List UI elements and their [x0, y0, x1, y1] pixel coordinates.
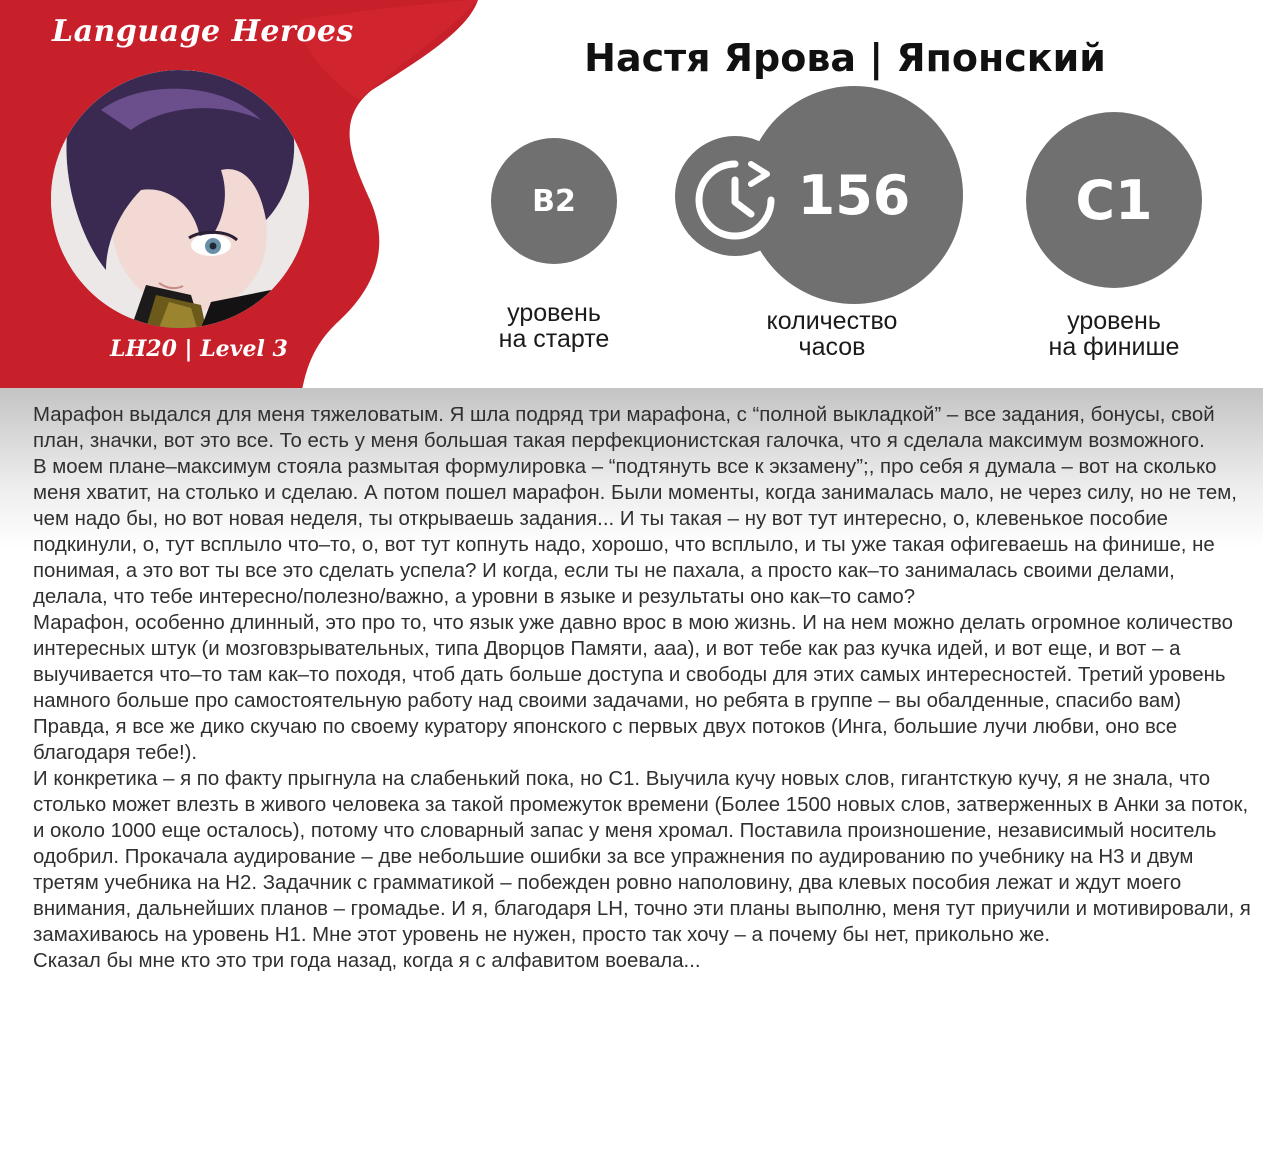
- story-paragraph: Сказал бы мне кто это три года назад, когда я с алфавитом воевала...: [33, 950, 701, 972]
- story-paragraph: И конкретика – я по факту прыгнула на слабенький пока, но С1. Выучила кучу новых слов, гигантсткую кучу, я не знала, что столько может влезть в живого человека за такой промежуток времени (Более 1500 новых слов, затверженных в Анки за поток, и около 1000 еще осталось), потому что словарный запас у меня хромал. Поставила произношение, независимый носитель одобрил. Прокачала аудирование – две небольшие ошибки за все упражнения по аудированию по учебнику на Н3 и двум третям учебника на Н2. Задачник с грамматикой – побежден ровно наполовину, два клевых пособия лежат и ждут моего внимания, дальнейших планов – громадье. И я, благодаря LH, точно эти планы выполню, меня тут приучили и мотивировали, я замахиваюсь на уровень Н1. Мне этот уровень не нужен, просто так хочу – а почему бы нет, прикольно же.: [33, 768, 1251, 946]
- hours-label: [736, 308, 928, 360]
- start-level-label: [464, 300, 644, 352]
- finish-label-line-2: на финише: [1048, 333, 1180, 361]
- finish-label-line-1: уровень: [1067, 307, 1161, 335]
- hours-count-badge: [745, 86, 963, 304]
- story-paragraph: В моем плане–максимум стояла размытая формулировка – “подтянуть все к экзамену”;, про себя я думала – вот на сколько меня хватит, на столько и сделаю. А потом пошел марафон. Были моменты, когда занималась мало, не через силу, но не тем, чем надо бы, но вот новая неделя, ты открываешь задания... И ты такая – ну вот тут интересно, о, клевенькое пособие подкинули, о, тут всплыло что–то, о, вот тут копнуть надо, хорошо, что всплыло, и ты уже такая офигеваешь на финише, не понимая, а это вот ты все это сделать успела? И когда, если ты не пахала, а просто как–то занималась своими делами, делала, что тебе интересно/полезно/важно, а уровни в языке и результаты оно как–то само?: [33, 456, 1237, 608]
- level-tag: LH20 | Level 3: [110, 336, 288, 362]
- start-level-value: B2: [532, 183, 576, 219]
- hours-count-value: 156: [797, 163, 911, 227]
- brand-logo: Language Heroes: [52, 14, 354, 49]
- start-level-badge: [491, 138, 617, 264]
- avatar: [51, 70, 309, 328]
- finish-level-badge: [1026, 112, 1202, 288]
- page-title: Настя Ярова | Японский: [584, 36, 1106, 80]
- start-label-line-2: на старте: [498, 325, 610, 353]
- finish-level-label: [1020, 308, 1208, 360]
- story-text: [33, 402, 1255, 974]
- clock-icon: [693, 158, 777, 242]
- story-paragraph: Марафон, особенно длинный, это про то, что язык уже давно врос в мою жизнь. И на нем можно делать огромное количество интересных штук (и мозговзрывательных, типа Дворцов Памяти, ааа), и вот тебе как раз кучка идей, и вот еще, и вот – а выучивается что–то там как–то походя, чтоб дать больше доступа и свободы для этих самых интересностей. Третий уровень намного больше про самостоятельную работу над своими задачами, но ребята в группе – вы обалденные, спасибо вам) Правда, я все же дико скучаю по своему куратору японского с первых двух потоков (Инга, большие лучи любви, оно все благодаря тебе!).: [33, 612, 1233, 764]
- hours-label-line-2: часов: [798, 333, 866, 361]
- hours-label-line-1: количество: [766, 307, 898, 335]
- avatar-illustration: [51, 70, 309, 328]
- start-label-line-1: уровень: [507, 299, 601, 327]
- story-paragraph: Марафон выдался для меня тяжеловатым. Я шла подряд три марафона, с “полной выкладкой” – все задания, бонусы, свой план, значки, вот это все. То есть у меня большая такая перфекционистская галочка, что я сделала максимум возможного.: [33, 404, 1215, 452]
- finish-level-value: C1: [1075, 168, 1153, 232]
